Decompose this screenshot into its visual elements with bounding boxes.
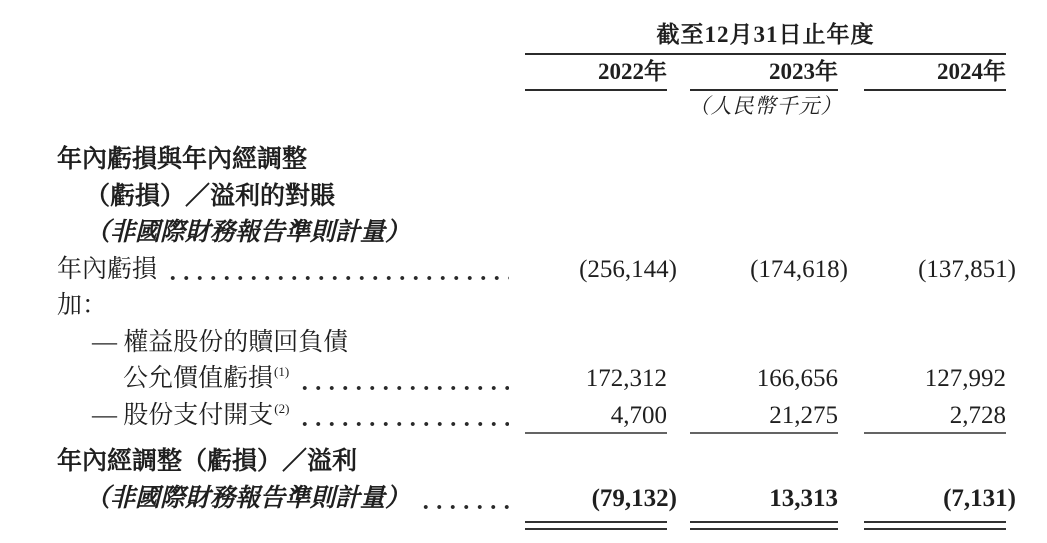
- value-2023: [690, 252, 848, 289]
- value-2022: [525, 179, 667, 216]
- row-label-text: 年內經調整（虧損）／溢利: [57, 448, 358, 475]
- column-gap: [838, 142, 864, 179]
- row-label: [57, 361, 525, 398]
- dot-leader: [417, 481, 509, 518]
- column-gap: [667, 517, 690, 530]
- column-gap: [667, 325, 690, 362]
- column-gap: [667, 361, 690, 398]
- row-label: [57, 179, 525, 216]
- column-gap: [667, 398, 690, 435]
- column-gap: [838, 55, 864, 91]
- column-gap: [838, 179, 864, 216]
- row-label: [57, 481, 525, 518]
- row-label-text: 公允價值虧損: [123, 365, 274, 392]
- value-2023: [690, 215, 838, 252]
- double-rule-2024: [864, 521, 1006, 530]
- row-label: [57, 252, 525, 289]
- row-label-text: （虧損）／溢利的對賬: [85, 182, 336, 210]
- value-2023: [690, 398, 838, 435]
- year-column-2022: 2022年: [525, 55, 667, 91]
- table-row: [57, 288, 1047, 325]
- label-column-spacer: [57, 55, 525, 91]
- table-body: [57, 142, 1047, 530]
- period-header-row: [57, 14, 1047, 55]
- value-text: 166,656: [756, 365, 838, 392]
- value-text: 4,700: [610, 401, 667, 429]
- table-row: [57, 252, 1047, 289]
- double-rule-2023: [690, 521, 838, 530]
- table-row: [57, 361, 1047, 398]
- row-label: [57, 215, 525, 252]
- row-label-text: （非國際財務報告準則計量）: [85, 219, 411, 246]
- value-2022: [525, 252, 677, 289]
- value-2023: [690, 288, 838, 325]
- value-2024: [864, 215, 1006, 252]
- value-2024: [864, 361, 1006, 398]
- table-row: [57, 325, 1047, 362]
- value-2022: [525, 325, 667, 362]
- year-columns-row: [57, 55, 1047, 91]
- value-2024: [864, 288, 1006, 325]
- value-2024: [864, 252, 1016, 289]
- value-2022: [525, 361, 667, 398]
- column-gap: [838, 481, 864, 518]
- column-gap: [838, 361, 864, 398]
- column-gap: [667, 288, 690, 325]
- table-row: [57, 398, 1047, 435]
- value-2022: [525, 444, 667, 481]
- footnote-ref: (1): [274, 364, 290, 379]
- value-text: (256,144): [579, 255, 677, 283]
- row-label-text: 年內虧損: [57, 255, 158, 283]
- table-row: [57, 481, 1047, 518]
- value-2022: [525, 215, 667, 252]
- year-column-2024: 2024年: [864, 55, 1006, 91]
- period-header: 截至12月31日止年度: [525, 14, 1006, 55]
- value-2023: [690, 444, 838, 481]
- row-label: [57, 142, 525, 179]
- value-2023: [690, 361, 838, 398]
- row-label-text: — 權益股份的贖回負債: [92, 328, 349, 356]
- column-gap: [667, 179, 690, 216]
- dot-leader: [296, 361, 509, 398]
- value-2022: [525, 288, 667, 325]
- row-label-text: （非國際財務報告準則計量）: [85, 484, 411, 512]
- double-rule-row: [57, 517, 1047, 530]
- column-gap: [838, 215, 864, 252]
- value-text: 127,992: [924, 365, 1006, 392]
- table-row: [57, 444, 1047, 481]
- dot-leader: [296, 398, 509, 435]
- value-2023: [690, 179, 838, 216]
- table-row: [57, 179, 1047, 216]
- dot-leader: [164, 252, 509, 289]
- value-text: 172,312: [585, 365, 667, 392]
- table-row: [57, 142, 1047, 179]
- column-gap: [667, 142, 690, 179]
- column-gap: [838, 288, 864, 325]
- value-2024: [864, 444, 1006, 481]
- row-label: [57, 288, 525, 325]
- double-rule-2022: [525, 521, 667, 530]
- value-2024: [864, 398, 1006, 435]
- table-row: [57, 215, 1047, 252]
- label-column-spacer: [57, 517, 525, 530]
- row-label: [57, 325, 525, 362]
- value-text: (174,618): [750, 255, 848, 283]
- column-gap: [667, 481, 690, 518]
- value-2022: [525, 398, 667, 435]
- column-gap: [838, 252, 864, 289]
- value-2023: [690, 142, 838, 179]
- value-2024: [864, 179, 1006, 216]
- value-2024: [864, 481, 1016, 518]
- value-2022: [525, 481, 677, 518]
- value-2024: [864, 142, 1006, 179]
- currency-note-row: [57, 91, 1047, 121]
- column-gap: [667, 444, 690, 481]
- value-text: 21,275: [769, 401, 838, 429]
- value-text: 2,728: [949, 401, 1006, 429]
- year-column-2023: 2023年: [690, 55, 838, 91]
- row-label: [57, 444, 525, 481]
- value-text: (137,851): [918, 255, 1016, 283]
- value-text: 13,313: [769, 484, 838, 512]
- column-gap: [838, 325, 864, 362]
- column-gap: [838, 398, 864, 435]
- table-header: [57, 14, 1047, 121]
- row-label-text: — 股份支付開支: [92, 401, 274, 429]
- footnote-ref: (2): [274, 400, 290, 416]
- column-gap: [838, 517, 864, 530]
- currency-unit-note: （人民幣千元）: [688, 94, 843, 118]
- label-column-spacer: [57, 14, 525, 55]
- value-2023: [690, 325, 838, 362]
- column-gap: [667, 55, 690, 91]
- label-column-spacer: [57, 91, 525, 121]
- column-gap: [838, 444, 864, 481]
- row-label: [57, 398, 525, 435]
- value-2024: [864, 325, 1006, 362]
- column-gap: [667, 215, 690, 252]
- value-2022: [525, 142, 667, 179]
- value-2023: [690, 481, 838, 518]
- row-label-text: 年內虧損與年內經調整: [57, 146, 308, 173]
- value-text: (7,131): [943, 484, 1016, 512]
- row-label-text: 加：: [57, 292, 108, 319]
- value-text: (79,132): [591, 484, 677, 512]
- column-gap: [667, 252, 690, 289]
